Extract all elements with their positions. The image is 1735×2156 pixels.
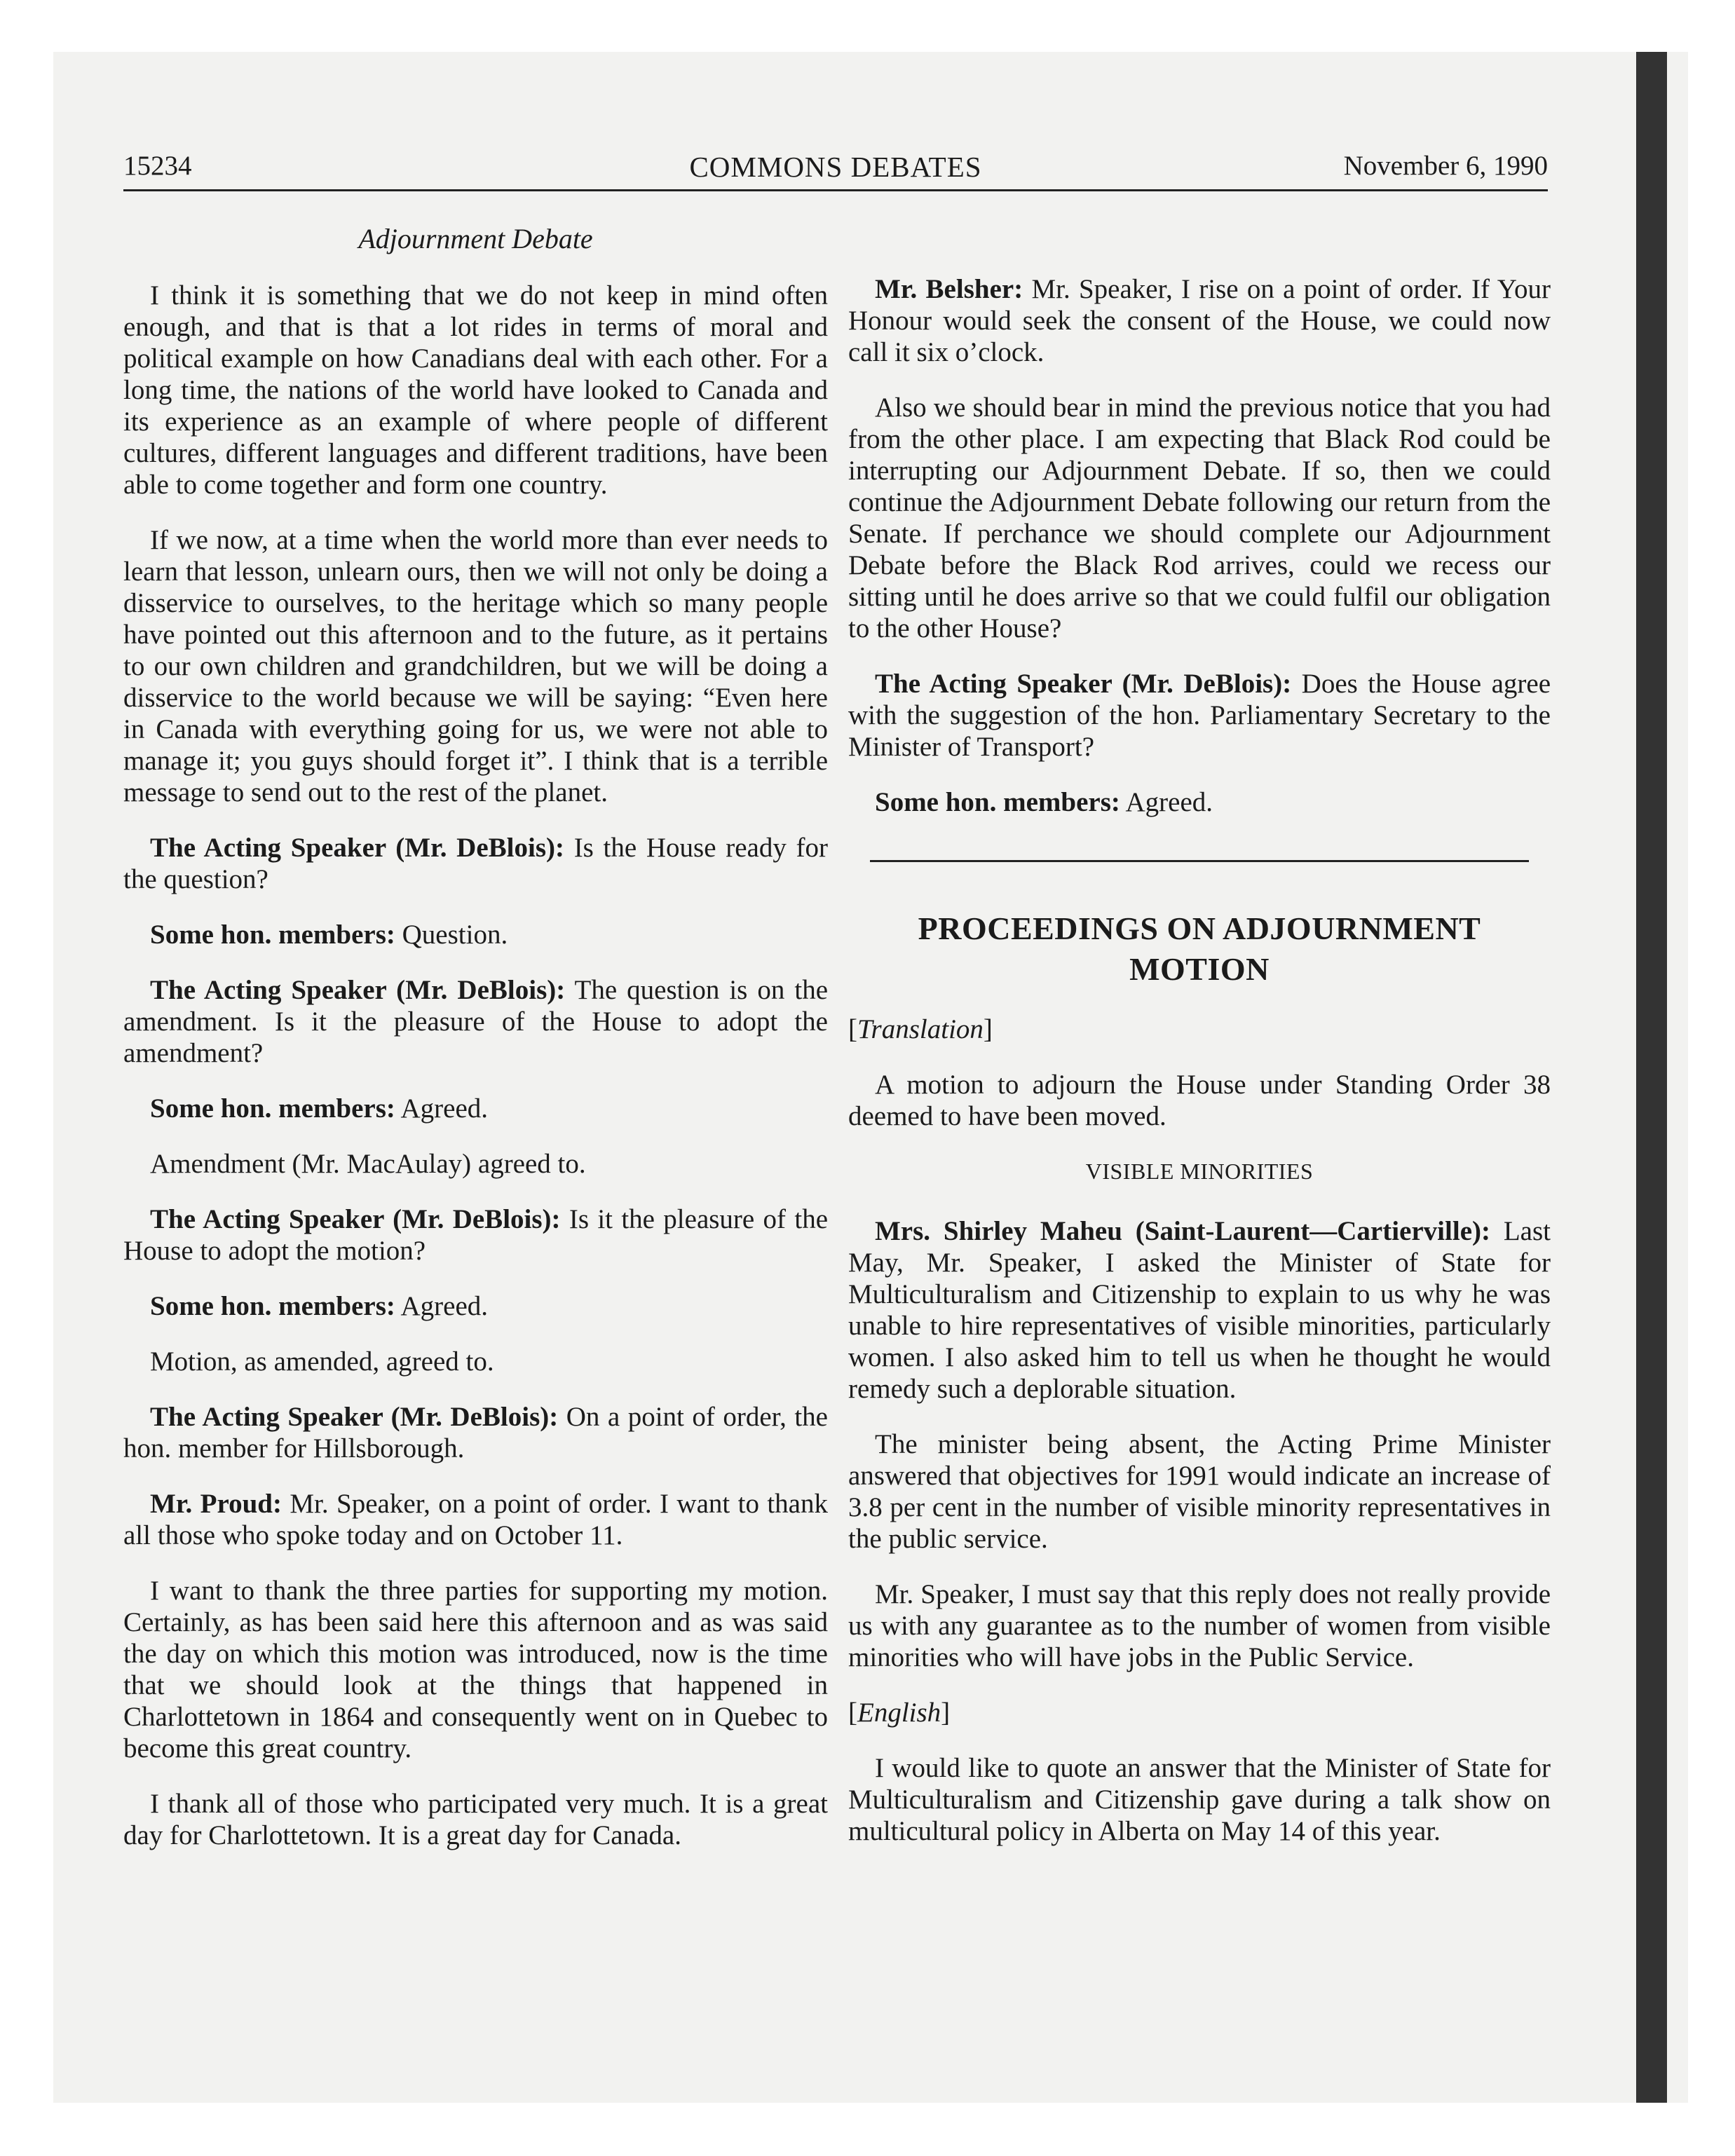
topic-heading: VISIBLE MINORITIES <box>1085 1159 1314 1184</box>
speaker-name: Mr. Proud: <box>150 1489 282 1519</box>
section-heading <box>848 908 1551 990</box>
paragraph: Also we should bear in mind the previous notice that you had from the other place. I am expecting that Black Rod could be interrupting our Adjournment Debate. If so, then we could continue the Adjournment Debate following our return from the Senate. If perchance we should complete our Adjournment Debate before the Black Rod arrives, could we recess our sitting until he does arrive so that we could fulfil our obligation to the other House? <box>848 393 1551 643</box>
speech-paragraph <box>123 1401 828 1464</box>
left-column <box>123 223 828 1875</box>
page-header <box>123 143 1548 191</box>
paragraph: I would like to quote an answer that the Minister of State for Multiculturalism and Citizenship gave during a talk show on multicultural policy in Alberta on May 14 of this year. <box>848 1753 1551 1846</box>
speech-text: Question. <box>395 920 508 950</box>
language-marker-translation: [Translation] <box>848 1014 993 1044</box>
speech-paragraph <box>848 668 1551 763</box>
speaker-name: The Acting Speaker (Mr. DeBlois): <box>150 1204 561 1234</box>
section-subheading: Adjournment Debate <box>358 223 593 254</box>
speaker-name: Some hon. members: <box>875 787 1120 817</box>
speech-text: Last May, Mr. Speaker, I asked the Minister of State for Multiculturalism and Citizenship to explain to us why he was unable to hire representatives of visible minorities, particularly women. I also asked him to tell us when he thought he would remedy such a deplorable situation. <box>848 1216 1551 1404</box>
language-label: English <box>857 1698 941 1728</box>
section-heading-line: MOTION <box>1129 951 1270 987</box>
speech-paragraph <box>123 1203 828 1267</box>
speech-text: Agreed. <box>1120 787 1213 817</box>
paragraph: Mr. Speaker, I must say that this reply does not really provide us with any guarantee as to the number of women from visible minorities who will have jobs in the Public Service. <box>848 1579 1551 1672</box>
speech-paragraph <box>848 1215 1551 1405</box>
speaker-name: The Acting Speaker (Mr. DeBlois): <box>150 975 566 1005</box>
speech-text: Agreed. <box>395 1093 489 1124</box>
paragraph: Motion, as amended, agreed to. <box>150 1346 494 1377</box>
speech-text: The question is on the amendment. Is it the pleasure of the House to adopt the amendment? <box>123 975 829 1068</box>
speech-paragraph <box>848 273 1551 368</box>
speech-paragraph <box>848 786 1551 818</box>
speaker-name: Some hon. members: <box>150 1093 395 1124</box>
language-label: Translation <box>857 1014 984 1044</box>
speaker-name: Some hon. members: <box>150 920 395 950</box>
paragraph: If we now, at a time when the world more than ever needs to learn that lesson, unlearn ours, then we will not only be doing a disservice to ourselves, to the heritage which so many people have pointed out this afternoon and to the future, as it pertains to our own children and grandchildren, but we will be doing a disservice to the world because we will be saying: “Even here in Canada with everything going for us, we were not able to manage it; you guys should forget it”. I think that is a terrible message to send out to the rest of the planet. <box>123 525 828 807</box>
section-heading-line: PROCEEDINGS ON ADJOURNMENT <box>918 910 1481 946</box>
speaker-name: Mrs. Shirley Maheu (Saint-Laurent—Cartierville): <box>875 1216 1490 1246</box>
publication-title: COMMONS DEBATES <box>689 151 982 183</box>
speech-text: Does the House agree with the suggestion of the hon. Parliamentary Secretary to the Minister of Transport? <box>848 669 1551 762</box>
speaker-name: The Acting Speaker (Mr. DeBlois): <box>875 669 1292 699</box>
paragraph: I think it is something that we do not keep in mind often enough, and that is that a lot rides in terms of moral and political example on how Canadians deal with each other. For a long time, the nations of the world have looked to Canada and its experience as an example of where people of different cultures, different languages and different traditions, have been able to come together and form one country. <box>123 280 828 500</box>
scan-edge-shadow <box>1636 52 1667 2103</box>
speaker-name: Some hon. members: <box>150 1291 395 1321</box>
speech-paragraph <box>123 1290 828 1322</box>
speaker-name: The Acting Speaker (Mr. DeBlois): <box>150 833 564 863</box>
speech-paragraph <box>123 1093 828 1124</box>
speech-text: Is it the pleasure of the House to adopt the motion? <box>123 1204 829 1266</box>
speech-text: Agreed. <box>395 1291 489 1321</box>
speaker-name: Mr. Belsher: <box>875 274 1023 304</box>
speech-text: Is the House ready for the question? <box>123 833 828 894</box>
paragraph: A motion to adjourn the House under Standing Order 38 deemed to have been moved. <box>848 1070 1551 1131</box>
speech-paragraph <box>123 974 828 1069</box>
right-column <box>848 273 1551 1871</box>
paragraph: I thank all of those who participated very much. It is a great day for Charlottetown. It is a great day for Canada. <box>123 1789 828 1850</box>
speech-paragraph <box>123 832 828 895</box>
paragraph: I want to thank the three parties for supporting my motion. Certainly, as has been said here this afternoon and as was said the day on which this motion was introduced, now is the time that we should look at the things that happened in Charlottetown in 1864 and consequently went on in Quebec to become this great country. <box>123 1576 828 1763</box>
paragraph: The minister being absent, the Acting Prime Minister answered that objectives for 1991 would indicate an increase of 3.8 per cent in the number of visible minority representatives in the public service. <box>848 1429 1551 1554</box>
paragraph: Amendment (Mr. MacAulay) agreed to. <box>150 1149 586 1179</box>
speaker-name: The Acting Speaker (Mr. DeBlois): <box>150 1402 559 1432</box>
publication-date: November 6, 1990 <box>1343 151 1548 181</box>
section-divider <box>870 860 1529 862</box>
speech-text: Mr. Speaker, on a point of order. I want to thank all those who spoke today and on October 11. <box>123 1489 828 1550</box>
speech-text: Mr. Speaker, I rise on a point of order. If Your Honour would seek the consent of the House, we could now call it six o’clock. <box>848 274 1551 367</box>
page-number: 15234 <box>123 151 192 181</box>
speech-paragraph <box>123 1488 828 1551</box>
speech-paragraph <box>123 919 828 950</box>
speech-text: On a point of order, the hon. member for Hillsborough. <box>123 1402 828 1464</box>
language-marker-english: [English] <box>848 1698 951 1728</box>
